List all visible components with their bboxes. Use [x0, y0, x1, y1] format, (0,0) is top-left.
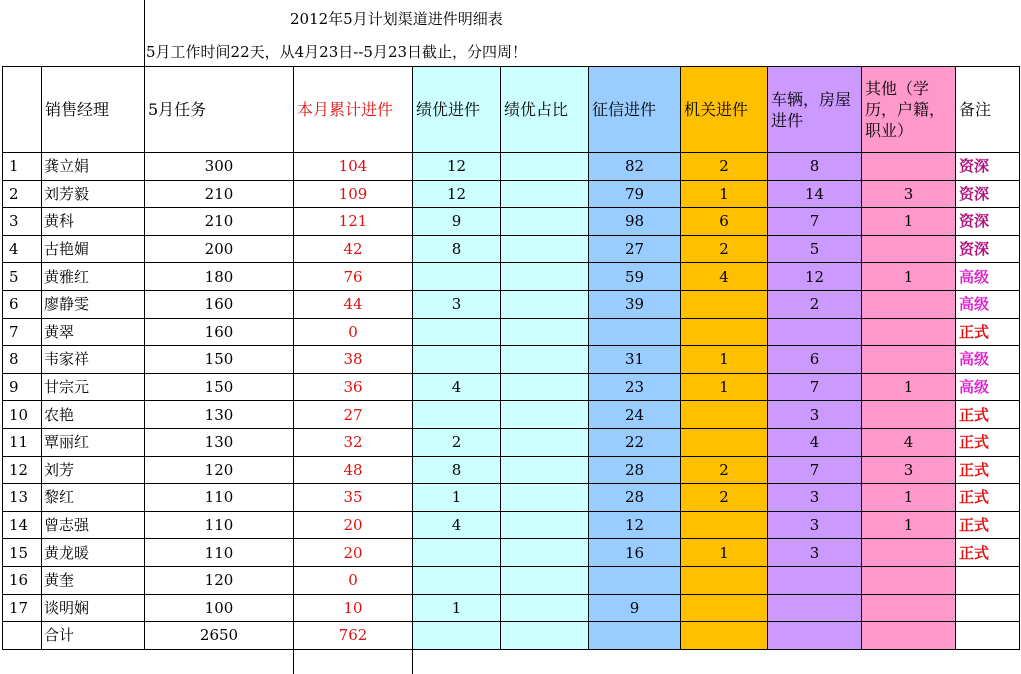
cell-note [956, 622, 1020, 650]
cell-agency: 2 [681, 153, 768, 181]
total-row [3, 622, 1020, 650]
cell-note: 正式 [956, 318, 1020, 346]
header-other: 其他（学历，户籍，职业） [862, 67, 956, 153]
cell-cumulative: 36 [294, 373, 413, 401]
table-row [3, 428, 1020, 456]
cell-merit: 9 [413, 208, 501, 236]
cell-merit [413, 539, 501, 567]
cell-other [862, 566, 956, 594]
cell-index [3, 622, 42, 650]
cell-cumulative: 109 [294, 180, 413, 208]
cell-vehicle [768, 594, 862, 622]
cell-agency [681, 428, 768, 456]
cell-merit-ratio [501, 566, 589, 594]
cell-cumulative: 10 [294, 594, 413, 622]
cell-cumulative: 42 [294, 235, 413, 263]
cell-credit [589, 622, 681, 650]
cell-credit: 82 [589, 153, 681, 181]
cell-other: 3 [862, 456, 956, 484]
cell-vehicle: 3 [768, 484, 862, 512]
cell-note: 高级 [956, 346, 1020, 374]
cell-merit [413, 263, 501, 291]
table-row [3, 401, 1020, 429]
cell-manager: 黄翠 [42, 318, 145, 346]
cell-manager: 黄奎 [42, 566, 145, 594]
cell-credit: 31 [589, 346, 681, 374]
cell-manager: 农艳 [42, 401, 145, 429]
cell-index: 12 [3, 456, 42, 484]
cell-index: 5 [3, 263, 42, 291]
cell-manager: 谈明娴 [42, 594, 145, 622]
cell-merit-ratio [501, 511, 589, 539]
table-row [3, 290, 1020, 318]
cell-credit: 16 [589, 539, 681, 567]
cell-index: 14 [3, 511, 42, 539]
cell-other [862, 401, 956, 429]
cell-credit: 9 [589, 594, 681, 622]
cell-vehicle: 8 [768, 153, 862, 181]
cell-agency: 1 [681, 180, 768, 208]
cell-cumulative: 20 [294, 511, 413, 539]
cell-cumulative: 121 [294, 208, 413, 236]
header-row [3, 67, 1020, 153]
cell-cumulative: 20 [294, 539, 413, 567]
cell-note: 高级 [956, 290, 1020, 318]
cell-vehicle: 2 [768, 290, 862, 318]
cell-merit [413, 622, 501, 650]
cell-other [862, 622, 956, 650]
cell-note [956, 594, 1020, 622]
cell-credit: 98 [589, 208, 681, 236]
cell-merit: 1 [413, 484, 501, 512]
cell-credit: 24 [589, 401, 681, 429]
cell-cumulative: 0 [294, 318, 413, 346]
header-divider-line [144, 0, 145, 67]
cell-merit-ratio [501, 235, 589, 263]
cell-merit-ratio [501, 318, 589, 346]
cell-vehicle: 7 [768, 208, 862, 236]
cell-credit: 59 [589, 263, 681, 291]
cell-merit-ratio [501, 346, 589, 374]
cell-merit-ratio [501, 208, 589, 236]
cell-manager: 覃丽红 [42, 428, 145, 456]
cell-merit [413, 566, 501, 594]
cell-merit: 4 [413, 373, 501, 401]
cell-index: 6 [3, 290, 42, 318]
table-row [3, 318, 1020, 346]
cell-credit: 28 [589, 456, 681, 484]
cell-vehicle [768, 566, 862, 594]
cell-merit [413, 401, 501, 429]
cell-merit: 1 [413, 594, 501, 622]
header-idx [3, 67, 42, 153]
cell-credit: 27 [589, 235, 681, 263]
cell-note: 高级 [956, 373, 1020, 401]
table-row [3, 566, 1020, 594]
cell-index: 11 [3, 428, 42, 456]
cell-other [862, 346, 956, 374]
cell-merit-ratio [501, 594, 589, 622]
cell-index: 3 [3, 208, 42, 236]
cell-index: 13 [3, 484, 42, 512]
cell-credit: 23 [589, 373, 681, 401]
detail-table [2, 66, 1020, 650]
cell-index: 15 [3, 539, 42, 567]
cell-vehicle: 4 [768, 428, 862, 456]
table-row [3, 263, 1020, 291]
table-row [3, 208, 1020, 236]
cell-credit: 28 [589, 484, 681, 512]
cell-credit: 12 [589, 511, 681, 539]
header-manager: 销售经理 [42, 67, 145, 153]
cell-agency: 1 [681, 373, 768, 401]
cell-manager: 甘宗元 [42, 373, 145, 401]
cell-agency: 2 [681, 484, 768, 512]
cell-note: 资深 [956, 235, 1020, 263]
cell-note: 正式 [956, 428, 1020, 456]
cell-index: 4 [3, 235, 42, 263]
cell-merit-ratio [501, 401, 589, 429]
cell-index: 17 [3, 594, 42, 622]
cell-other [862, 594, 956, 622]
cell-note: 正式 [956, 401, 1020, 429]
cell-vehicle: 5 [768, 235, 862, 263]
table-row [3, 511, 1020, 539]
cell-vehicle: 14 [768, 180, 862, 208]
cell-task: 200 [145, 235, 294, 263]
cell-credit: 79 [589, 180, 681, 208]
cell-merit-ratio [501, 153, 589, 181]
cell-vehicle: 7 [768, 456, 862, 484]
header-credit: 征信进件 [589, 67, 681, 153]
total-label: 合计 [42, 622, 145, 650]
table-row [3, 153, 1020, 181]
footer-divider-line-1 [293, 650, 294, 674]
cell-other: 1 [862, 511, 956, 539]
cell-merit: 12 [413, 153, 501, 181]
cell-agency: 2 [681, 235, 768, 263]
cell-merit-ratio [501, 373, 589, 401]
total-cumulative: 762 [294, 622, 413, 650]
cell-merit: 2 [413, 428, 501, 456]
header-cumulative: 本月累计进件 [294, 67, 413, 153]
cell-vehicle: 12 [768, 263, 862, 291]
cell-other: 1 [862, 263, 956, 291]
cell-agency: 1 [681, 346, 768, 374]
cell-other: 1 [862, 484, 956, 512]
table-row [3, 594, 1020, 622]
cell-other: 1 [862, 208, 956, 236]
cell-agency [681, 290, 768, 318]
table-row [3, 484, 1020, 512]
cell-index: 7 [3, 318, 42, 346]
cell-index: 10 [3, 401, 42, 429]
cell-task: 120 [145, 456, 294, 484]
cell-other: 1 [862, 373, 956, 401]
cell-merit: 3 [413, 290, 501, 318]
cell-task: 300 [145, 153, 294, 181]
cell-merit-ratio [501, 180, 589, 208]
cell-manager: 韦家祥 [42, 346, 145, 374]
cell-manager: 刘芳毅 [42, 180, 145, 208]
cell-vehicle [768, 622, 862, 650]
header-vehicle: 车辆，房屋进件 [768, 67, 862, 153]
sheet-subtitle: 5月工作时间22天，从4月23日--5月23日截止，分四周！ [146, 43, 528, 61]
cell-merit-ratio [501, 456, 589, 484]
cell-merit-ratio [501, 622, 589, 650]
cell-manager: 黄科 [42, 208, 145, 236]
cell-other [862, 153, 956, 181]
cell-manager: 廖静雯 [42, 290, 145, 318]
table-row [3, 539, 1020, 567]
cell-agency [681, 318, 768, 346]
header-merit: 绩优进件 [413, 67, 501, 153]
cell-agency [681, 594, 768, 622]
table-row [3, 180, 1020, 208]
cell-task: 120 [145, 566, 294, 594]
cell-note [956, 566, 1020, 594]
cell-credit [589, 566, 681, 594]
cell-other: 4 [862, 428, 956, 456]
footer-divider-line-2 [412, 650, 413, 674]
cell-cumulative: 35 [294, 484, 413, 512]
cell-index: 8 [3, 346, 42, 374]
cell-manager: 刘芳 [42, 456, 145, 484]
cell-merit-ratio [501, 428, 589, 456]
table-row [3, 373, 1020, 401]
cell-merit: 12 [413, 180, 501, 208]
cell-note: 正式 [956, 484, 1020, 512]
cell-vehicle: 6 [768, 346, 862, 374]
cell-task: 180 [145, 263, 294, 291]
cell-task: 130 [145, 401, 294, 429]
cell-merit: 8 [413, 456, 501, 484]
table-row [3, 235, 1020, 263]
cell-merit-ratio [501, 539, 589, 567]
header-task: 5月任务 [145, 67, 294, 153]
cell-cumulative: 48 [294, 456, 413, 484]
cell-agency [681, 511, 768, 539]
cell-task: 110 [145, 539, 294, 567]
header-note: 备注 [956, 67, 1020, 153]
cell-merit: 8 [413, 235, 501, 263]
cell-merit: 4 [413, 511, 501, 539]
cell-agency [681, 622, 768, 650]
cell-manager: 龚立娟 [42, 153, 145, 181]
cell-manager: 黄雅红 [42, 263, 145, 291]
cell-task: 210 [145, 208, 294, 236]
cell-vehicle: 3 [768, 401, 862, 429]
cell-cumulative: 38 [294, 346, 413, 374]
cell-manager: 黄龙暖 [42, 539, 145, 567]
cell-note: 正式 [956, 539, 1020, 567]
cell-cumulative: 104 [294, 153, 413, 181]
cell-agency: 1 [681, 539, 768, 567]
cell-task: 160 [145, 318, 294, 346]
cell-note: 高级 [956, 263, 1020, 291]
cell-other: 3 [862, 180, 956, 208]
cell-agency: 6 [681, 208, 768, 236]
cell-credit: 39 [589, 290, 681, 318]
cell-agency: 4 [681, 263, 768, 291]
cell-index: 9 [3, 373, 42, 401]
header-merit-ratio: 绩优占比 [501, 67, 589, 153]
table-row [3, 456, 1020, 484]
cell-task: 160 [145, 290, 294, 318]
cell-task: 150 [145, 373, 294, 401]
cell-task: 110 [145, 484, 294, 512]
cell-task: 100 [145, 594, 294, 622]
cell-agency: 2 [681, 456, 768, 484]
cell-credit: 22 [589, 428, 681, 456]
cell-manager: 黎红 [42, 484, 145, 512]
cell-cumulative: 0 [294, 566, 413, 594]
cell-note: 资深 [956, 180, 1020, 208]
cell-merit-ratio [501, 484, 589, 512]
cell-task: 210 [145, 180, 294, 208]
total-task: 2650 [145, 622, 294, 650]
cell-merit [413, 346, 501, 374]
header-agency: 机关进件 [681, 67, 768, 153]
cell-note: 正式 [956, 456, 1020, 484]
table-row [3, 346, 1020, 374]
cell-manager: 曾志强 [42, 511, 145, 539]
cell-vehicle: 3 [768, 539, 862, 567]
cell-cumulative: 32 [294, 428, 413, 456]
cell-manager: 古艳媚 [42, 235, 145, 263]
cell-note: 资深 [956, 153, 1020, 181]
sheet-title: 2012年5月计划渠道进件明细表 [290, 10, 503, 28]
cell-index: 1 [3, 153, 42, 181]
cell-merit [413, 318, 501, 346]
cell-agency [681, 566, 768, 594]
cell-other [862, 235, 956, 263]
cell-vehicle: 3 [768, 511, 862, 539]
cell-other [862, 290, 956, 318]
cell-cumulative: 76 [294, 263, 413, 291]
cell-vehicle: 7 [768, 373, 862, 401]
cell-credit [589, 318, 681, 346]
cell-note: 正式 [956, 511, 1020, 539]
cell-vehicle [768, 318, 862, 346]
cell-other [862, 318, 956, 346]
cell-task: 150 [145, 346, 294, 374]
cell-index: 16 [3, 566, 42, 594]
cell-cumulative: 44 [294, 290, 413, 318]
cell-task: 110 [145, 511, 294, 539]
cell-note: 资深 [956, 208, 1020, 236]
cell-index: 2 [3, 180, 42, 208]
cell-merit-ratio [501, 263, 589, 291]
cell-merit-ratio [501, 290, 589, 318]
cell-other [862, 539, 956, 567]
cell-cumulative: 27 [294, 401, 413, 429]
cell-task: 130 [145, 428, 294, 456]
cell-agency [681, 401, 768, 429]
